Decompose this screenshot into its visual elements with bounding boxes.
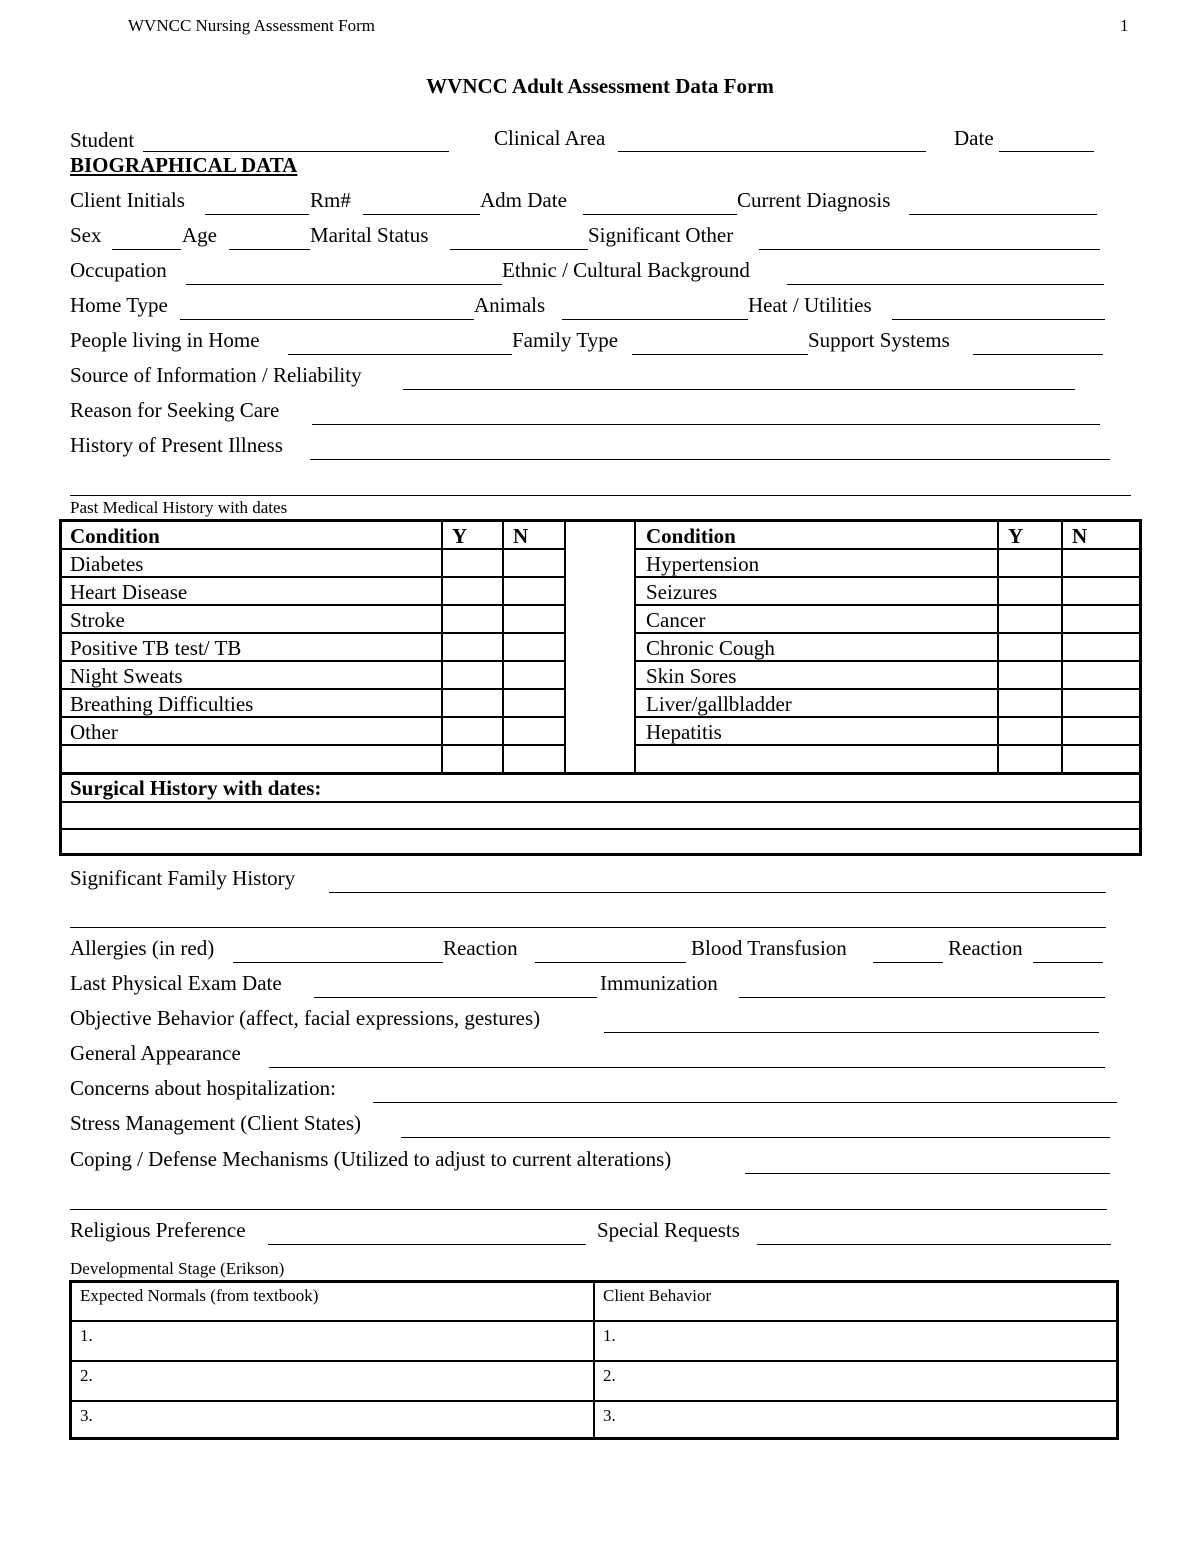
pmh-col-divider [502,522,504,773]
client-row-2[interactable]: 2. [603,1366,616,1385]
pmh-col-divider [564,522,566,773]
expected-row-3[interactable]: 3. [80,1406,93,1425]
pmh-col-divider [634,522,636,773]
pmh-row-divider [62,744,564,746]
support-systems-label: Support Systems [808,328,950,352]
significant-other-label: Significant Other [588,223,734,247]
coping-field[interactable] [745,1173,1110,1174]
source-info-field[interactable] [403,389,1075,390]
col-header-y-left: Y [452,524,468,548]
date-field[interactable] [999,151,1094,152]
animals-label: Animals [474,293,546,317]
concerns-field[interactable] [373,1102,1117,1103]
concerns-label: Concerns about hospitalization: [70,1076,336,1100]
allergies-label: Allergies (in red) [70,936,215,960]
condition-liver-gallbladder: Liver/gallbladder [646,692,792,716]
past-medical-history-table [59,519,1142,856]
col-header-n-right: N [1072,524,1088,548]
coping-field-line-2[interactable] [70,1209,1107,1210]
running-header-title: WVNCC Nursing Assessment Form [128,16,375,35]
age-label: Age [182,223,217,247]
last-exam-label: Last Physical Exam Date [70,971,282,995]
col-header-y-right: Y [1008,524,1024,548]
sex-label: Sex [70,223,102,247]
col-header-condition-right: Condition [646,524,736,548]
significant-other-field[interactable] [759,249,1100,250]
home-type-label: Home Type [70,293,168,317]
heat-utilities-field[interactable] [892,319,1105,320]
student-label: Student [70,128,135,152]
history-illness-field-line-2[interactable] [70,495,1131,496]
immunization-field[interactable] [739,997,1105,998]
adm-date-field[interactable] [583,214,737,215]
condition-skin-sores: Skin Sores [646,664,737,688]
last-exam-field[interactable] [314,997,597,998]
student-field[interactable] [143,151,449,152]
col-header-n-left: N [513,524,529,548]
marital-status-label: Marital Status [310,223,429,247]
age-field[interactable] [229,249,310,250]
adm-date-label: Adm Date [480,188,567,212]
family-type-field[interactable] [632,354,808,355]
religious-field[interactable] [268,1244,586,1245]
expected-row-1[interactable]: 1. [80,1326,93,1345]
expected-row-2[interactable]: 2. [80,1366,93,1385]
clinical-area-field[interactable] [618,151,926,152]
condition-tb: Positive TB test/ TB [70,636,242,660]
reaction-field-2[interactable] [1033,962,1103,963]
current-diagnosis-field[interactable] [909,214,1097,215]
pmh-col-divider [441,522,443,773]
people-living-field[interactable] [288,354,512,355]
reason-care-field[interactable] [312,424,1100,425]
reaction-label-2: Reaction [948,936,1023,960]
animals-field[interactable] [562,319,748,320]
condition-hypertension: Hypertension [646,552,760,576]
occupation-field[interactable] [186,284,502,285]
condition-diabetes: Diabetes [70,552,144,576]
occupation-label: Occupation [70,258,167,282]
blood-transfusion-label: Blood Transfusion [691,936,847,960]
objective-behavior-field[interactable] [604,1032,1099,1033]
pmh-col-divider [1061,522,1063,773]
home-type-field[interactable] [180,319,474,320]
col-header-expected: Expected Normals (from textbook) [80,1286,319,1305]
condition-seizures: Seizures [646,580,718,604]
stress-label: Stress Management (Client States) [70,1111,362,1135]
condition-cancer: Cancer [646,608,706,632]
special-requests-field[interactable] [757,1244,1111,1245]
client-initials-field[interactable] [205,214,309,215]
clinical-area-label: Clinical Area [494,126,606,150]
condition-breathing: Breathing Difficulties [70,692,254,716]
form-title: WVNCC Adult Assessment Data Form [426,74,774,98]
family-type-label: Family Type [512,328,619,352]
condition-chronic-cough: Chronic Cough [646,636,775,660]
condition-heart-disease: Heart Disease [70,580,188,604]
pmh-col-divider [997,522,999,773]
people-living-label: People living in Home [70,328,260,352]
stress-field[interactable] [401,1137,1110,1138]
marital-status-field[interactable] [450,249,588,250]
immunization-label: Immunization [600,971,718,995]
page-number: 1 [1120,16,1129,35]
col-header-condition-left: Condition [70,524,160,548]
surgical-row-divider [62,828,1139,830]
condition-night-sweats: Night Sweats [70,664,183,688]
heat-utilities-label: Heat / Utilities [748,293,872,317]
client-row-1[interactable]: 1. [603,1326,616,1345]
allergies-field[interactable] [233,962,443,963]
surgical-history-label: Surgical History with dates: [70,776,322,800]
developmental-stage-table [69,1280,1119,1440]
sex-field[interactable] [112,249,181,250]
client-row-3[interactable]: 3. [603,1406,616,1425]
blood-transfusion-field[interactable] [873,962,943,963]
objective-behavior-label: Objective Behavior (affect, facial expressions, gestures) [70,1006,541,1030]
section-biographical-data: BIOGRAPHICAL DATA [70,153,298,177]
rm-field[interactable] [363,214,480,215]
coping-label: Coping / Defense Mechanisms (Utilized to adjust to current alterations) [70,1147,672,1171]
support-systems-field[interactable] [973,354,1103,355]
source-info-label: Source of Information / Reliability [70,363,362,387]
date-label: Date [954,126,994,150]
condition-stroke: Stroke [70,608,125,632]
general-appearance-field[interactable] [269,1067,1105,1068]
family-history-field[interactable] [329,892,1106,893]
rm-label: Rm# [310,188,351,212]
condition-other: Other [70,720,118,744]
current-diagnosis-label: Current Diagnosis [737,188,891,212]
ethnic-label: Ethnic / Cultural Background [502,258,750,282]
col-header-client-behavior: Client Behavior [603,1286,712,1305]
religious-label: Religious Preference [70,1218,246,1242]
client-initials-label: Client Initials [70,188,185,212]
reaction-label-1: Reaction [443,936,518,960]
dev-caption: Developmental Stage (Erikson) [70,1259,285,1278]
special-requests-label: Special Requests [597,1218,740,1242]
general-appearance-label: General Appearance [70,1041,241,1065]
history-illness-label: History of Present Illness [70,433,283,457]
family-history-field-line-2[interactable] [70,927,1106,928]
dev-row-divider [72,1360,1116,1362]
condition-hepatitis: Hepatitis [646,720,722,744]
history-illness-field[interactable] [310,459,1110,460]
reaction-field-1[interactable] [535,962,686,963]
dev-row-divider [72,1320,1116,1322]
dev-row-divider [72,1400,1116,1402]
ethnic-field[interactable] [787,284,1104,285]
pmh-caption: Past Medical History with dates [70,498,288,517]
family-history-label: Significant Family History [70,866,296,890]
reason-care-label: Reason for Seeking Care [70,398,280,422]
